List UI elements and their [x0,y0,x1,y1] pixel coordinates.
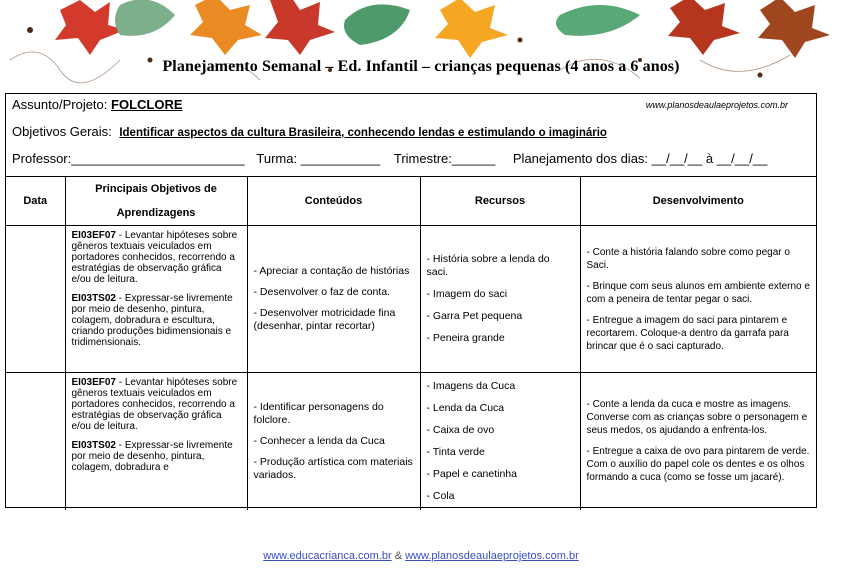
list-item: - História sobre a lenda do saci. [426,253,550,278]
leaf-green-2 [344,4,410,45]
leaf-orange-1 [190,0,262,55]
planning-sheet [5,93,817,508]
table-header-row [6,177,816,226]
list-item: - Conte a lenda da cuca e mostre as imagens. Converse com as crianças sobre o personagem e seus medos, os ajudando a enfrenta-los. [586,399,808,437]
objective-item: EI03TS02 - Expressar-se livremente por meio de desenho, pintura, colagem, dobradura e [71,440,233,473]
header-section [6,94,816,177]
bncc-code: EI03TS02 [71,440,116,451]
leaf-red-2 [265,0,335,55]
leaf-red-1 [55,0,125,55]
planning-table [6,177,816,510]
objective-item: EI03EF07 - Levantar hipóteses sobre gêneros textuais veiculados em portadores conhecidos, recorrendo a estratégias de observação gráfica e/ou de leitura. [71,377,238,432]
list-item: - Caixa de ovo [426,423,495,436]
assunto-label: Assunto/Projeto: [12,97,108,112]
col-header-conteudos: Conteúdos [247,177,420,226]
col-header-data: Data [6,177,65,226]
footer-link-planos[interactable]: www.planosdeaulaeprojetos.com.br [405,550,579,562]
table-row [6,373,816,510]
leaf-green-3 [556,5,640,36]
assunto-line [12,97,183,112]
footer-link-educacrianca[interactable]: www.educacrianca.com.br [263,550,392,562]
objetivos-line [12,124,607,139]
list-item: - Brinque com seus alunos em ambiente externo e com a peneira de tentar pegar o saci. [586,280,810,305]
objetivos-label: Objetivos Gerais: [12,124,112,139]
objetivos-value: Identificar aspectos da cultura Brasileira, conhecendo lendas e estimulando o imaginário [119,127,607,139]
list-item: - Tinta verde [426,445,485,458]
trimestre-field: Trimestre:______ [393,151,496,166]
document-title: Planejamento Semanal – Ed. Infantil – crianças pequenas (4 anos a 6 anos) [162,58,680,75]
list-item: - Desenvolver motricidade fina (desenhar, pintar recortar) [253,307,396,332]
col-header-recursos: Recursos [420,177,580,226]
site-watermark: www.planosdeaulaeprojetos.com.br [645,100,788,110]
desenvolvimento-cell [580,226,816,373]
footer [0,550,842,562]
list-item: - Papel e canetinha [426,467,517,480]
list-item: - Apreciar a contação de histórias [253,265,410,277]
recursos-cell [420,373,580,510]
list-item: - Entregue a caixa de ovo para pintarem de verde. Com o auxílio do papel cole os dentes e os olhos formando a cuca (como se fosse um jacaré). [586,446,810,484]
turma-field: Turma: ___________ [256,151,381,166]
objetivos-cell [65,373,247,510]
date-cell [6,373,65,510]
conteudos-cell [247,373,420,510]
list-item: - Lenda da Cuca [426,401,505,414]
autumn-leaves-banner [0,0,842,92]
bncc-code: EI03TS02 [71,293,116,304]
bncc-code: EI03EF07 [71,230,116,241]
leaf-brown-1 [758,0,830,58]
conteudos-cell [247,226,420,373]
col-header-objetivos: Principais Objetivos de Aprendizagens [65,177,247,226]
leaves-illustration [0,0,842,92]
leaf-green-1 [115,0,175,36]
table-row [6,226,816,373]
list-item: - Identificar personagens do folclore. [253,400,384,426]
objective-item: EI03TS02 - Expressar-se livremente por meio de desenho, pintura, colagem, dobradura e escultura, criando produções bidimensionais e tridimensionais. [71,293,233,348]
professor-line [12,151,767,166]
leaf-orange-2 [435,0,508,58]
list-item: - Imagens da Cuca [426,379,516,392]
recursos-cell [420,226,580,373]
bncc-code: EI03EF07 [71,377,116,388]
date-cell [6,226,65,373]
objetivos-cell [65,226,247,373]
assunto-value: FOLCLORE [111,97,183,112]
list-item: - Conte a história falando sobre como pegar o Saci. [586,246,790,271]
list-item: - Conhecer a lenda da Cuca [253,434,385,447]
desenvolvimento-cell [580,373,816,510]
professor-field: Professor:________________________ [12,151,245,166]
list-item: - Garra Pet pequena [426,310,523,322]
planejamento-field: Planejamento dos dias: __/__/__ à __/__/__ [512,151,768,166]
list-item: - Imagem do saci [426,288,508,300]
list-item: - Entregue a imagem do saci para pintarem e recortarem. Coloque-a dentro da garrafa para brincar que é o saci capturado. [586,314,789,352]
list-item: - Peneira grande [426,332,505,344]
list-item: - Desenvolver o faz de conta. [253,286,391,298]
objective-item: EI03EF07 - Levantar hipóteses sobre gêneros textuais veiculados em portadores conhecidos, recorrendo a estratégias de observação gráfica e/ou de leitura. [71,230,238,285]
footer-separator: & [391,550,406,562]
list-item: - Produção artística com materiais variados. [253,455,413,481]
list-item: - Cola [426,489,455,502]
leaf-red-3 [668,0,740,55]
col-header-desenvolvimento: Desenvolvimento [580,177,816,226]
